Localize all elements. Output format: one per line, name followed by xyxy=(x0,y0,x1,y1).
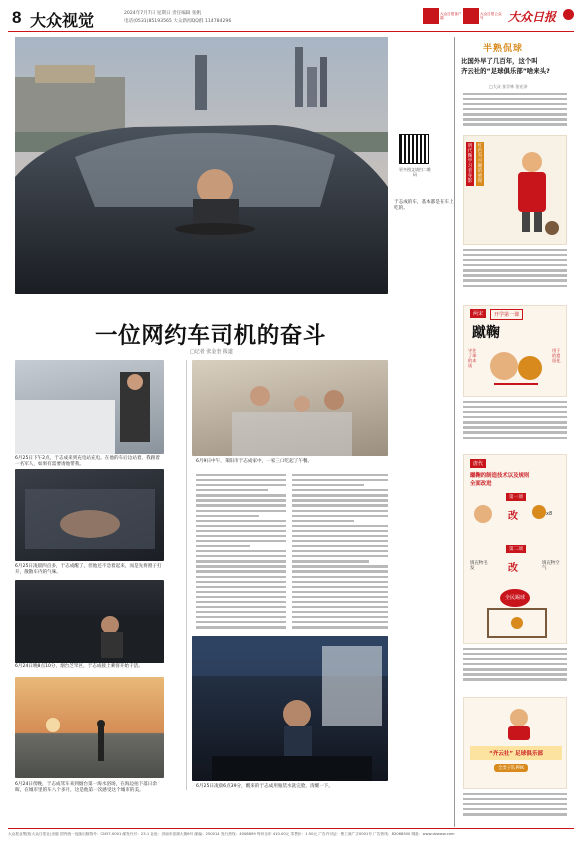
cuju-panel xyxy=(463,305,567,397)
page-number: 8 xyxy=(12,8,22,27)
step-1-label: 第一项 xyxy=(506,493,526,501)
article-body-col-b xyxy=(292,474,388,634)
photo-caption-4: 6月24日傍晚，于志成驾车来到烟台第一海水浴场，在海边拍下落日余晖，在城市里的车八个多月，这是他第一次感受这个城市的美。 xyxy=(15,782,157,793)
ball-icon xyxy=(474,505,492,523)
app-label-1: 大众日报客户端 xyxy=(440,12,462,21)
masthead-logo-icon xyxy=(563,9,574,20)
sidebar xyxy=(459,37,569,827)
step-1-change: 改 xyxy=(508,511,518,522)
photo-passenger-pickup xyxy=(15,580,164,663)
sidebar-byline: □大众 张学林 张宏泽 xyxy=(489,84,528,89)
left-side-label: 守住了球的本质 xyxy=(468,348,477,368)
app-label-2: 大众日报公众号 xyxy=(480,12,502,21)
wechat-qr-icon xyxy=(463,8,479,24)
gate-badge: 全民踢球 xyxy=(500,589,530,607)
sidebar-title-1: 比国外早了几百年，这个叫 xyxy=(461,57,538,65)
multiplier-label: x8 xyxy=(546,511,553,517)
club-name: “齐云社” 足球俱乐部 xyxy=(470,746,562,760)
photo-family-lunch xyxy=(192,360,388,456)
hero-caption: 于志成的车，基本都是在车上吃的。 xyxy=(394,200,454,211)
app-qr-icon xyxy=(423,8,439,24)
sidebar-illustration-top xyxy=(463,135,567,245)
photo-washing-face xyxy=(192,636,388,781)
tang-line-2: 全面改进 xyxy=(470,481,492,487)
photo-charging-station xyxy=(15,360,164,454)
club-panel xyxy=(463,697,567,789)
ball-icon-2 xyxy=(532,505,546,519)
photo-caption-1: 6月25日下午2点，于志成来到充电站充电。在他的车后边站着，我跟着一名军人，如果有需要请他带我。 xyxy=(15,456,160,467)
photo-caption-6: 6月25日凌晨6点39分，醒来的于志成用瓶装水洗完脸，清醒一下。 xyxy=(196,784,333,789)
article-body-col-a xyxy=(196,474,286,634)
right-side-label: 用于的遗留化 xyxy=(552,348,561,363)
tag-kaiji: 开学第一课 xyxy=(490,309,523,320)
tag-song: 两宋 xyxy=(470,309,486,318)
step-2-change: 改 xyxy=(508,563,518,574)
club-sub: 全类子队PRK xyxy=(494,764,528,772)
fill-label-hair: 填充物毛发 xyxy=(470,561,488,572)
header-meta-phone: 电话(0531)85193565 大众新闻QQ群 114784296 xyxy=(124,19,232,24)
tang-panel xyxy=(463,454,567,644)
article-title: 一位网约车司机的奋斗 xyxy=(95,323,327,349)
photo-sleeping-in-car xyxy=(15,469,164,561)
step-2-label: 第二项 xyxy=(506,545,526,553)
cuju-title: 蹴鞠 xyxy=(472,325,500,341)
photo-caption-2: 6月25日凌晨四点多，于志成醒了，但他还不急着起来，而是先将窗子打开，散散车内的气味。 xyxy=(15,564,162,575)
section-title: 大众视觉 xyxy=(30,11,95,30)
qr-code[interactable] xyxy=(399,134,429,164)
article-byline: □记者 张金奎 报道 xyxy=(190,349,233,355)
masthead: 大众日报 xyxy=(508,10,557,24)
photo-sunset-beach xyxy=(15,677,164,778)
vertical-label-1: 明代鞠学习者身影 xyxy=(467,144,473,184)
photo-caption-5: 6月9日中午，莱阳市于志成家中，一家三口吃起了午餐。 xyxy=(196,459,313,464)
header-meta-date: 2024年7月7日 星期日 责任编辑 张帆 xyxy=(124,11,202,16)
sidebar-badge: 半熟侃球 xyxy=(483,44,524,54)
hero-photo-illustration xyxy=(15,37,388,294)
qr-label: 更多图文请扫二维码 xyxy=(399,167,431,177)
hero-photo xyxy=(15,37,388,294)
sidebar-title-2: 齐云社的“足球俱乐部”啥来头? xyxy=(461,67,550,75)
page-header xyxy=(8,6,574,34)
photo-caption-3: 6月24日晚8点10分，烟台芝罘区，于志成接上乘客开始干活。 xyxy=(15,664,143,669)
tang-line-1: 蹴鞠的制造技术以及规则 xyxy=(470,473,530,479)
tang-label: 唐代 xyxy=(470,459,486,468)
vertical-label-2: 红色为兴趣的重现 xyxy=(477,144,483,184)
fill-label-air: 填充物空气 xyxy=(542,561,560,572)
footer-info: 大众报业集团(大众日报社)出版 国内统一连续出版物号：CN37-0001 邮发代号：23-1 社址：济南市泺源大街6号 邮编：250014 发行热线：4006899 每份全年 410.00元 零售价：1.50元 广告许可证：鲁工商广字0001号 广告热线：82068500 网址：www.dzwww.com xyxy=(8,832,455,836)
